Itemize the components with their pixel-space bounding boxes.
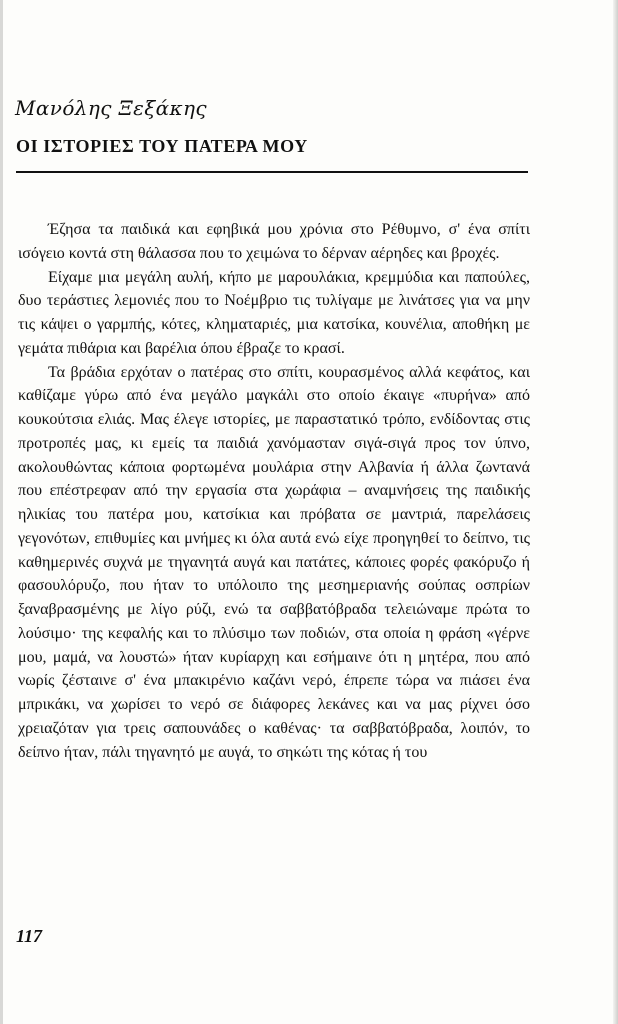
- paragraph: Έζησα τα παιδικά και εφηβικά μου χρόνια στο Ρέθυμνο, σ' ένα σπίτι ισόγειο κοντά στη θάλασσα που το χειμώνα το δέρναν αέρηδες και βροχές.: [18, 221, 530, 262]
- paragraph: Τα βράδια ερχόταν ο πατέρας στο σπίτι, κουρασμένος αλλά κεφάτος, και καθίζαμε γύρω από ένα μεγάλο μαγκάλι στο οποίο έκαιγε «πυρήνα» από κουκούτσια ελιάς. Μας έλεγε ιστορίες, με παραστατικό τρόπο, ενδίδοντας στις προτροπές μας, κι εμείς τα παιδιά χανόμασταν σιγά-σιγά προς τον ύπνο, ακολουθώντας κάποια φορτωμένα μουλάρια στην Αλβανία ή άλλα ζωντανά που επέστρεφαν από την εργασία στα χωράφια – αναμνήσεις της παιδικής ηλικίας του πατέρα μου, κατσίκια και πρόβατα σε μαντριά, παρελάσεις γεγονότων, επιθυμίες και μνήμες κι όλα αυτά ενώ είχε προηγηθεί το δείπνο, τις καθημερινές συχνά με τηγανητά αυγά και πατάτες, κάποιες φορές φακόρυζο ή φασουλόρυζο, που ήταν το υπόλοιπο της μεσημεριανής σούπας οσπρίων ξαναβρασμένης με λίγο ρύζι, ενώ τα σαββατόβραδα τελειώναμε πρώτα το λούσιμο· της κεφαλής και το πλύσιμο των ποδιών, στα οποία η φράση «γέρνε μου, μαμά, να λουστώ» ήταν κυρίαρχη και εσήμαινε ότι η μητέρα, που από νωρίς ζέσταινε σ' ένα μπακιρένιο καζάνι νερό, έπρεπε τώρα να πιάσει ένα μπρικάκι, να χωρίσει το νερό σε διάφορες λεκάνες και να μας ρίχνει όσο χρειαζόταν για τρεις σαπουνάδες ο καθένας· τα σαββατόβραδα, λοιπόν, το δείπνο ήταν, πάλι τηγανητό με αυγά, το σηκώτι της κότας ή του: [18, 363, 530, 761]
- title-divider: [16, 171, 528, 173]
- page-left-edge: [0, 0, 3, 1024]
- chapter-title: ΟΙ ΙΣΤΟΡΙΕΣ ΤΟΥ ΠΑΤΕΡΑ ΜΟΥ: [16, 136, 308, 156]
- author-name: Μανόλης Ξεξάκης: [15, 96, 208, 120]
- page-right-edge: [613, 0, 618, 1024]
- page-number: 117: [16, 926, 43, 946]
- chapter-body: [18, 218, 530, 764]
- paragraph: Είχαμε μια μεγάλη αυλή, κήπο με μαρουλάκια, κρεμμύδια και παπούλες, δυο τεράστιες λεμονιές που το Νοέμβριο τις τυλίγαμε με λινάτσες για να μην τις κάψει ο γαρμπής, κότες, κληματαριές, μια κατσίκα, κουνέλια, αποθήκη με γεμάτα πιθάρια και βαρέλια όπου έβραζε το κρασί.: [18, 268, 530, 357]
